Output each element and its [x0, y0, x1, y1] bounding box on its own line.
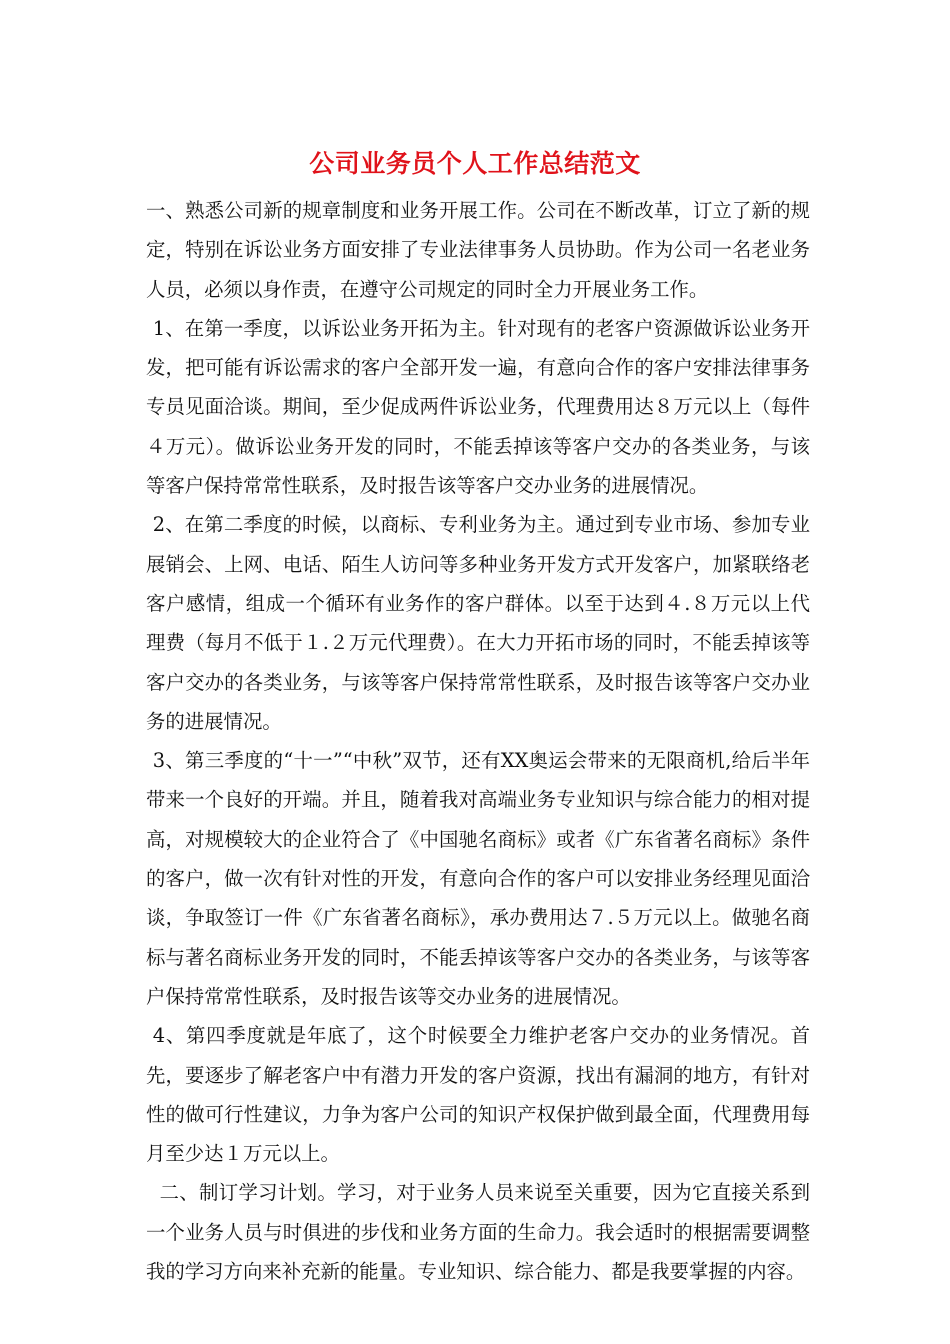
paragraph-q2: 2、在第二季度的时候，以商标、专利业务为主。通过到专业市场、参加专业展销会、上网、电话、陌生人访问等多种业务开发方式开发客户，加紧联络老客户感情，组成一个循环有业务作的客户群体。以至于达到４.８万元以上代理费（每月不低于１.２万元代理费）。在大力开拓市场的同时，不能丢掉该等客户交办的各类业务，与该等客户保持常常性联系，及时报告该等客户交办业务的进展情况。 — [146, 513, 810, 733]
document-body — [146, 191, 810, 1291]
paragraph-q3: 3、第三季度的“十一”“中秋”双节，还有XX奥运会带来的无限商机,给后半年带来一个良好的开端。并且，随着我对高端业务专业知识与综合能力的相对提高，对规模较大的企业符合了《中国驰名商标》或者《广东省著名商标》条件的客户，做一次有针对性的开发，有意向合作的客户可以安排业务经理见面洽谈，争取签订一件《广东省著名商标》，承办费用达７.５万元以上。做驰名商标与著名商标业务开发的同时，不能丢掉该等客户交办的各类业务，与该等客户保持常常性联系，及时报告该等交办业务的进展情况。 — [146, 749, 810, 1008]
paragraph-section-1: 一、熟悉公司新的规章制度和业务开展工作。公司在不断改革，订立了新的规定，特别在诉讼业务方面安排了专业法律事务人员协助。作为公司一名老业务人员，必须以身作责，在遵守公司规定的同时全力开展业务工作。 — [146, 199, 810, 301]
paragraph-section-2: 二、制订学习计划。学习，对于业务人员来说至关重要，因为它直接关系到一个业务人员与时俱进的步伐和业务方面的生命力。我会适时的根据需要调整我的学习方向来补充新的能量。专业知识、综合能力、都是我要掌握的内容。 — [146, 1181, 810, 1284]
paragraph-q1: 1、在第一季度，以诉讼业务开拓为主。针对现有的老客户资源做诉讼业务开发，把可能有诉讼需求的客户全部开发一遍，有意向合作的客户安排法律事务专员见面洽谈。期间，至少促成两件诉讼业务，代理费用达８万元以上（每件４万元）。做诉讼业务开发的同时，不能丢掉该等客户交办的各类业务，与该等客户保持常常性联系，及时报告该等客户交办业务的进展情况。 — [146, 316, 810, 498]
document-title: 公司业务员个人工作总结范文 — [309, 149, 641, 178]
paragraph-q4: 4、第四季度就是年底了，这个时候要全力维护老客户交办的业务情况。首先，要逐步了解老客户中有潜力开发的客户资源，找出有漏洞的地方，有针对性的做可行性建议，力争为客户公司的知识产权保护做到最全面，代理费用每月至少达１万元以上。 — [146, 1024, 810, 1166]
